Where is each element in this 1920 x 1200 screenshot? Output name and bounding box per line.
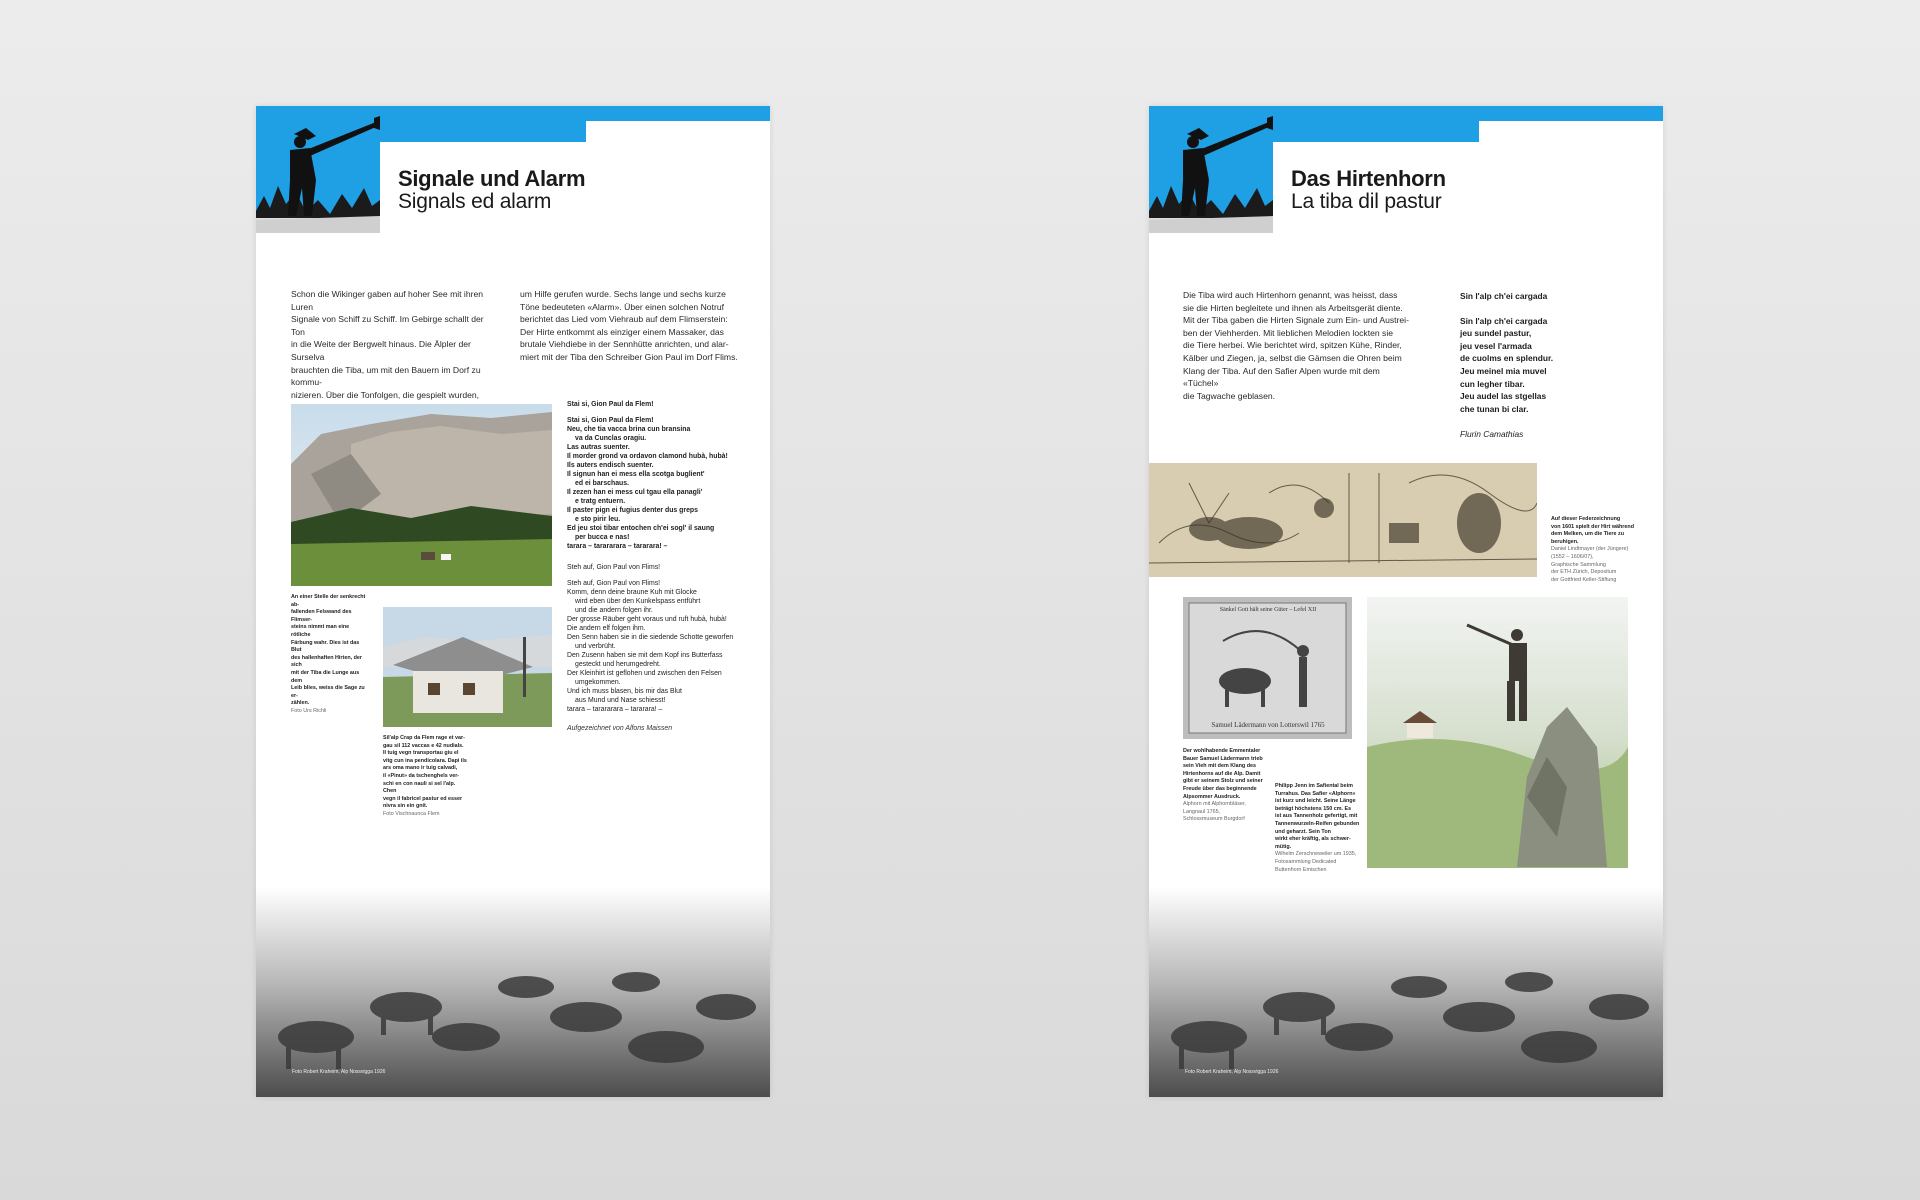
tile-inscription-bottom: Samuel Lädermann von Lotterswil 1765	[1211, 721, 1325, 729]
poem-line: Il signun han ei mess ella scotga buglient'	[567, 471, 705, 478]
tile-inscription-top: Sänkel Gott hält seine Güter – Lefel XII	[1219, 607, 1317, 613]
cattle-herd-photo	[1149, 887, 1663, 1097]
poem-line: Las autras suenter.	[567, 444, 630, 451]
poem-line: e tratg entuern.	[575, 498, 626, 505]
caption-horn-player: Philipp Jenn im Safiental beim Turrahus. Das Safier «Alphorn» ist kurz und leicht. Seine Länge beträgt höchstens 150 cm. Es ist aus Tannenholz gefertigt, mit Tannenwurzeln-Reifen gebunden und geharzt. Sein Ton wirkt eher kräftig, als schwer- mütig. Wilhelm Zerschneweiler um 1935, Fotosammlung Dedicated Buttenhorn Emischen	[1275, 783, 1360, 873]
poem-line: und die andern folgen ihr.	[575, 607, 653, 614]
caption-hut: Sil'alp Crap da Flem rage et var- gau sil 112 vaccas e 42 nudials. Il tuig vegn transportau giu el vitg cun ina pendicolara. Dapi ils ars oma mano ir tuig calvadi, il «Pinut» da tschenghels ver- schi en con nauli si sel l'alp. Chen vegn il fabricel pastur ed esser nivra sin ein gnit. Foto Vischnaunca Flem	[383, 735, 467, 817]
poem-line: tarara – tarararara – tararara! –	[567, 543, 668, 550]
panel-title-german: Signale und Alarm	[398, 166, 586, 191]
poem-line: per bucca e nas!	[575, 534, 630, 541]
milking-engraving	[1149, 463, 1537, 577]
poem-german: Steh auf, Gion Paul von Flims! Steh auf, Gion Paul von Flims! Komm, denn deine braune Kuh mit Glocke wird eben über den Kunkelspass entführt und die andern folgen ihr. Der grosse Räuber geht voraus und ruft hubà, hubà! Die andern elf folgen ihm. Den Senn haben sie in die siedende Schotte geworfen und verbrüht. Den Zusenn haben sie mit dem Kopf ins Butterfass gesteckt und herumgedreht. Der Kleinhirt ist geflohen und zwischen den Felsen umgekommen. Und ich muss blasen, bis mir das Blut aus Mund und Nase schiesst! tarara – tarararara – tararara! – Aufgezeichnet von Alfons Maissen	[567, 563, 762, 733]
poem-line: Il zezen han ei mess cul tgau ella panagli'	[567, 489, 703, 496]
horn-player-photo	[1367, 597, 1628, 868]
alphorn-player-icon	[256, 116, 380, 233]
poem-romansh: Sin l'alp ch'ei cargada Sin l'alp ch'ei cargada jeu sundel pastur, jeu vesel l'armada de cuolms en splendur. Jeu meinel mia muvel cun legher tibar. Jeu audel las stgellas che tunan bi clar. Flurin Camathias	[1460, 291, 1554, 440]
poem-line: Und ich muss blasen, bis mir das Blut	[567, 688, 682, 695]
poem-line: Steh auf, Gion Paul von Flims!	[567, 580, 661, 587]
poem-line: Der Kleinhirt ist geflohen und zwischen den Felsen	[567, 670, 722, 677]
poster-panel-left	[256, 106, 770, 1097]
poem-line: Den Zusenn haben sie mit dem Kopf ins Butterfass	[567, 652, 723, 659]
panel-title-romansh: La tiba dil pastur	[1291, 190, 1442, 213]
alp-hut-photo	[383, 607, 552, 727]
panel-title-romansh: Signals ed alarm	[398, 190, 552, 213]
poster-panel-right	[1149, 106, 1663, 1097]
panel-title-german: Das Hirtenhorn	[1291, 166, 1446, 191]
poem-line: Komm, denn deine braune Kuh mit Glocke	[567, 589, 697, 596]
poem-line: Die andern elf folgen ihm.	[567, 625, 646, 632]
poem-line: Il morder grond va ordavon clamond hubà, hubà!	[567, 453, 728, 460]
poem-line: wird eben über den Kunkelspass entführt	[575, 598, 701, 605]
poem-line: aus Mund und Nase schiesst!	[575, 697, 666, 704]
poem-line: und verbrüht.	[575, 643, 616, 650]
poem-line: umgekommen.	[575, 679, 621, 686]
poem-line: Il paster pign ei fugius denter dus greps	[567, 507, 698, 514]
intro-column-2: um Hilfe gerufen wurde. Sechs lange und sechs kurze Töne bedeuteten «Alarm». Über einen solchen Notruf berichtet das Lied vom Viehraub auf dem Flimserstein: Der Hirte entkommt als einziger einem Massaker, das brutale Viehdiebe in der Sennhütte anrichten, und alar- miert mit der Tiba den Schreiber Gion Paul im Dorf Flims.	[520, 289, 738, 362]
caption-engraving: Auf dieser Federzeichnung von 1601 spielt der Hirt während dem Melken, um die Tiere zu beruhigen. Daniel Lindtmayer (der Jüngere) (1552 – 1606/07), Graphische Sammlung der ETH Zürich, Depositum der Gottfried Keller-Stiftung	[1551, 516, 1634, 583]
intro-column-1: Schon die Wikinger gaben auf hoher See mit ihren Luren Signale von Schiff zu Schiff. Im Gebirge schallt der Ton in die Weite der Bergwelt hinaus. Die Älpler der Surselva brauchten die Tiba, um mit den Bauern im Dorf zu kommu- nizieren. Über die Tonfolgen, die gespielt wurden,	[291, 289, 484, 400]
poem-line: Stai si, Gion Paul da Flem!	[567, 417, 654, 424]
cliff-photo	[291, 404, 552, 586]
poem-line: Den Senn haben sie in die siedende Schotte geworfen	[567, 634, 734, 641]
intro-text: Die Tiba wird auch Hirtenhorn genannt, was heisst, dass sie die Hirten begleitete und ihnen als Arbeitsgerät diente. Mit der Tiba gaben die Hirten Signale zum Ein- und Austrei- ben der Viehherden. Mit lieblichen Melodien lockten sie die Tiere herbei. Wie berichtet wird, spitzen Kühe, Rinder, Kälber und Ziegen, ja, selbst die Gämsen die Ohren beim Klang der Tiba. Auf den Safier Alpen wurde mit dem «Tüchel» die Tagwache geblasen.	[1183, 290, 1409, 401]
photo-credit: Foto Robert Kraheim, Alp Nossvigga 1926	[292, 1069, 386, 1075]
cattle-herd-photo	[256, 887, 770, 1097]
poem-romansh: Stai si, Gion Paul da Flem! Stai si, Gion Paul da Flem! Neu, che tia vacca brina cun bransina va da Cunclas oragiu. Las autras suenter. Il morder grond va ordavon clamond hubà, hubà! Ils auters endisch suenter. Il signun han ei mess ella scotga buglient' ed ei barschaus. Il zezen han ei mess cul tgau ella panagli' e tratg entuern. Il paster pign ei fugius denter dus greps e sto pirir leu. Ed jeu stoi tibar entochen ch'ei sogl' il saung per bucca e nas! tarara – tarararara – tararara! –	[567, 400, 757, 551]
caption-tile: Der wohlhabende Emmentaler Bauer Samuel Lädermann trieb sein Vieh mit dem Klang des Hirtenhorns auf die Alp. Damit gibt er seinem Stolz und seiner Freude über das beginnende Alpsommer Ausdruck. Alphorn mit Alphornbläser, Langnaul 1765, Schlossmuseum Burgdorf	[1183, 748, 1263, 823]
poem-line: e sto pirir leu.	[575, 516, 621, 523]
poem-line: gesteckt und herumgedreht.	[575, 661, 661, 668]
alphorn-tile-photo	[1183, 597, 1352, 739]
poem-line: va da Cunclas oragiu.	[575, 435, 647, 442]
poem-line: Der grosse Räuber geht voraus und ruft hubà, hubà!	[567, 616, 727, 623]
poem-line: Ils auters endisch suenter.	[567, 462, 654, 469]
photo-credit: Foto Robert Kraheim, Alp Nossvigga 1926	[1185, 1069, 1279, 1075]
poem-line: ed ei barschaus.	[575, 480, 630, 487]
alphorn-player-icon	[1149, 116, 1273, 233]
poem-line: Ed jeu stoi tibar entochen ch'ei sogl' il saung	[567, 525, 715, 532]
poem-line: Neu, che tia vacca brina cun bransina	[567, 426, 691, 433]
poem-line: tarara – tarararara – tararara! –	[567, 706, 663, 713]
caption-cliff: An einer Stelle der senkrecht ab- fallenden Felswand des Flimser- steins nimmt man eine rötliche Färbung wahr. Dies ist das Blut des hallenhaften Hirten, der sich mit der Tiba die Lunge aus dem Leib blies, weiss die Sage zu er- zählen. Foto Urs Richli	[291, 594, 366, 714]
